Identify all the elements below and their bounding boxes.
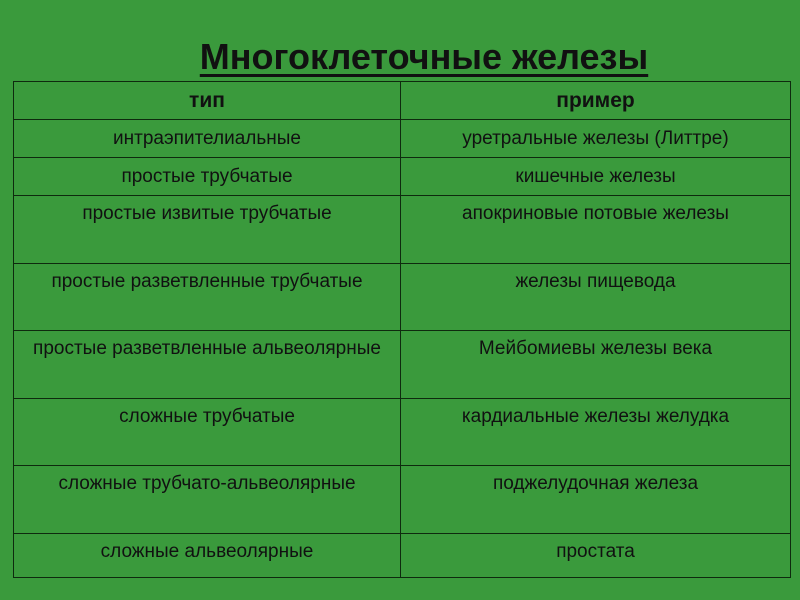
header-example: пример — [401, 82, 791, 120]
table-row — [14, 158, 791, 196]
cell-example: железы пищевода — [401, 264, 791, 331]
table-row — [14, 331, 791, 399]
table-row — [14, 264, 791, 331]
cell-example: уретральные железы (Литтре) — [401, 120, 791, 158]
table-row — [14, 466, 791, 534]
glands-table — [13, 81, 791, 578]
cell-type: сложные трубчато-альвеолярные — [14, 466, 401, 534]
header-type: тип — [14, 82, 401, 120]
table-row — [14, 399, 791, 466]
cell-example: простата — [401, 534, 791, 578]
cell-type: сложные трубчатые — [14, 399, 401, 466]
slide-title: Многоклеточные железы — [199, 36, 649, 77]
cell-type: простые трубчатые — [14, 158, 401, 196]
table-row — [14, 534, 791, 578]
cell-type: простые разветвленные трубчатые — [14, 264, 401, 331]
cell-example: кардиальные железы желудка — [401, 399, 791, 466]
table-row — [14, 196, 791, 264]
cell-type: интраэпителиальные — [14, 120, 401, 158]
table-header-row — [14, 82, 791, 120]
cell-type: сложные альвеолярные — [14, 534, 401, 578]
cell-example: апокриновые потовые железы — [401, 196, 791, 264]
table-row — [14, 120, 791, 158]
cell-example: поджелудочная железа — [401, 466, 791, 534]
cell-example: Мейбомиевы железы века — [401, 331, 791, 399]
cell-example: кишечные железы — [401, 158, 791, 196]
cell-type: простые извитые трубчатые — [14, 196, 401, 264]
cell-type: простые разветвленные альвеолярные — [14, 331, 401, 399]
